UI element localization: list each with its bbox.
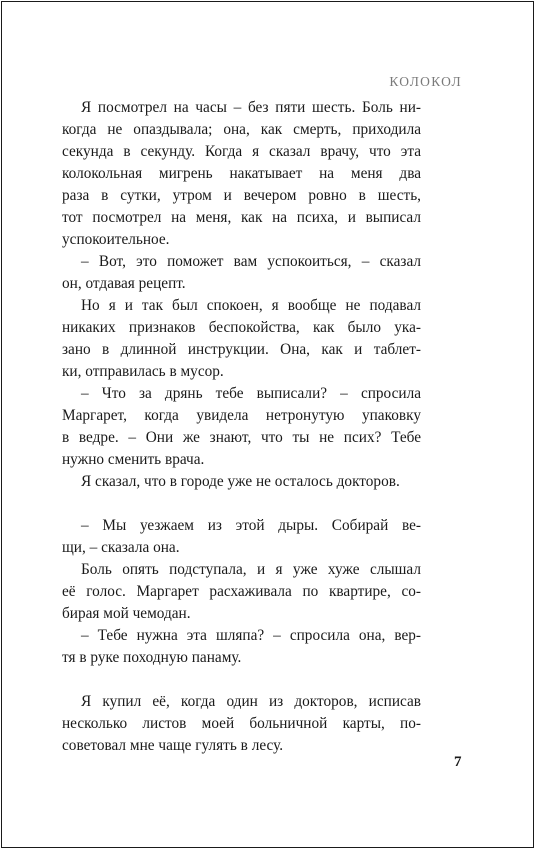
- text-line: тот посмотрел на меня, как на психа, и выписал: [62, 209, 421, 226]
- text-line: – Что за дрянь тебе выписали? – спросила: [81, 385, 421, 402]
- text-line: раза в сутки, утром и вечером ровно в шесть,: [62, 187, 421, 204]
- text-line: успокоительное.: [62, 231, 170, 248]
- text-line: Я посмотрел на часы – без пяти шесть. Боль ни-: [81, 99, 421, 116]
- body-text: [62, 97, 421, 757]
- text-line: нужно сменить врача.: [62, 451, 205, 468]
- paragraph-gap: [62, 669, 421, 691]
- text-line: зано в длинной инструкции. Она, как и таблет-: [62, 341, 421, 358]
- page-number: 7: [454, 754, 462, 770]
- text-line: колокольная мигрень накатывает на меня два: [62, 165, 421, 182]
- text-line: Я сказал, что в городе уже не осталось докторов.: [81, 473, 400, 490]
- text-line: её голос. Маргарет расхаживала по квартире, со-: [62, 583, 421, 600]
- text-line: никаких признаков беспокойства, как было ука-: [62, 319, 421, 336]
- text-line: Боль опять подступала, и я уже хуже слышал: [81, 561, 421, 578]
- text-line: Я купил её, когда один из докторов, исписав: [81, 693, 421, 710]
- text-line: Но я и так был спокоен, я вообще не подавал: [81, 297, 421, 314]
- text-line: – Тебе нужна эта шляпа? – спросила она, вер-: [81, 627, 421, 644]
- paragraph-gap: [62, 493, 421, 515]
- text-line: тя в руке походную панаму.: [62, 649, 242, 666]
- text-line: секунда в секунду. Когда я сказал врачу, что эта: [62, 143, 421, 160]
- running-head: КОЛОКОЛ: [389, 74, 462, 89]
- text-line: бирая мой чемодан.: [62, 605, 191, 622]
- text-line: несколько листов моей больничной карты, по-: [62, 715, 421, 732]
- text-line: ки, отправилась в мусор.: [62, 363, 224, 380]
- text-line: советовал мне чаще гулять в лесу.: [62, 737, 284, 754]
- text-line: в ведре. – Они же знают, что ты не псих? Тебе: [62, 429, 421, 446]
- text-line: – Мы уезжаем из этой дыры. Собирай ве-: [81, 517, 421, 534]
- text-line: – Вот, это поможет вам успокоиться, – сказал: [81, 253, 421, 270]
- book-page: [1, 1, 534, 848]
- text-line: он, отдавая рецепт.: [62, 275, 186, 292]
- text-line: когда не опаздывала; она, как смерть, приходила: [62, 121, 421, 138]
- text-line: щи, – сказала она.: [62, 539, 180, 556]
- text-line: Маргарет, когда увидела нетронутую упаковку: [62, 407, 421, 424]
